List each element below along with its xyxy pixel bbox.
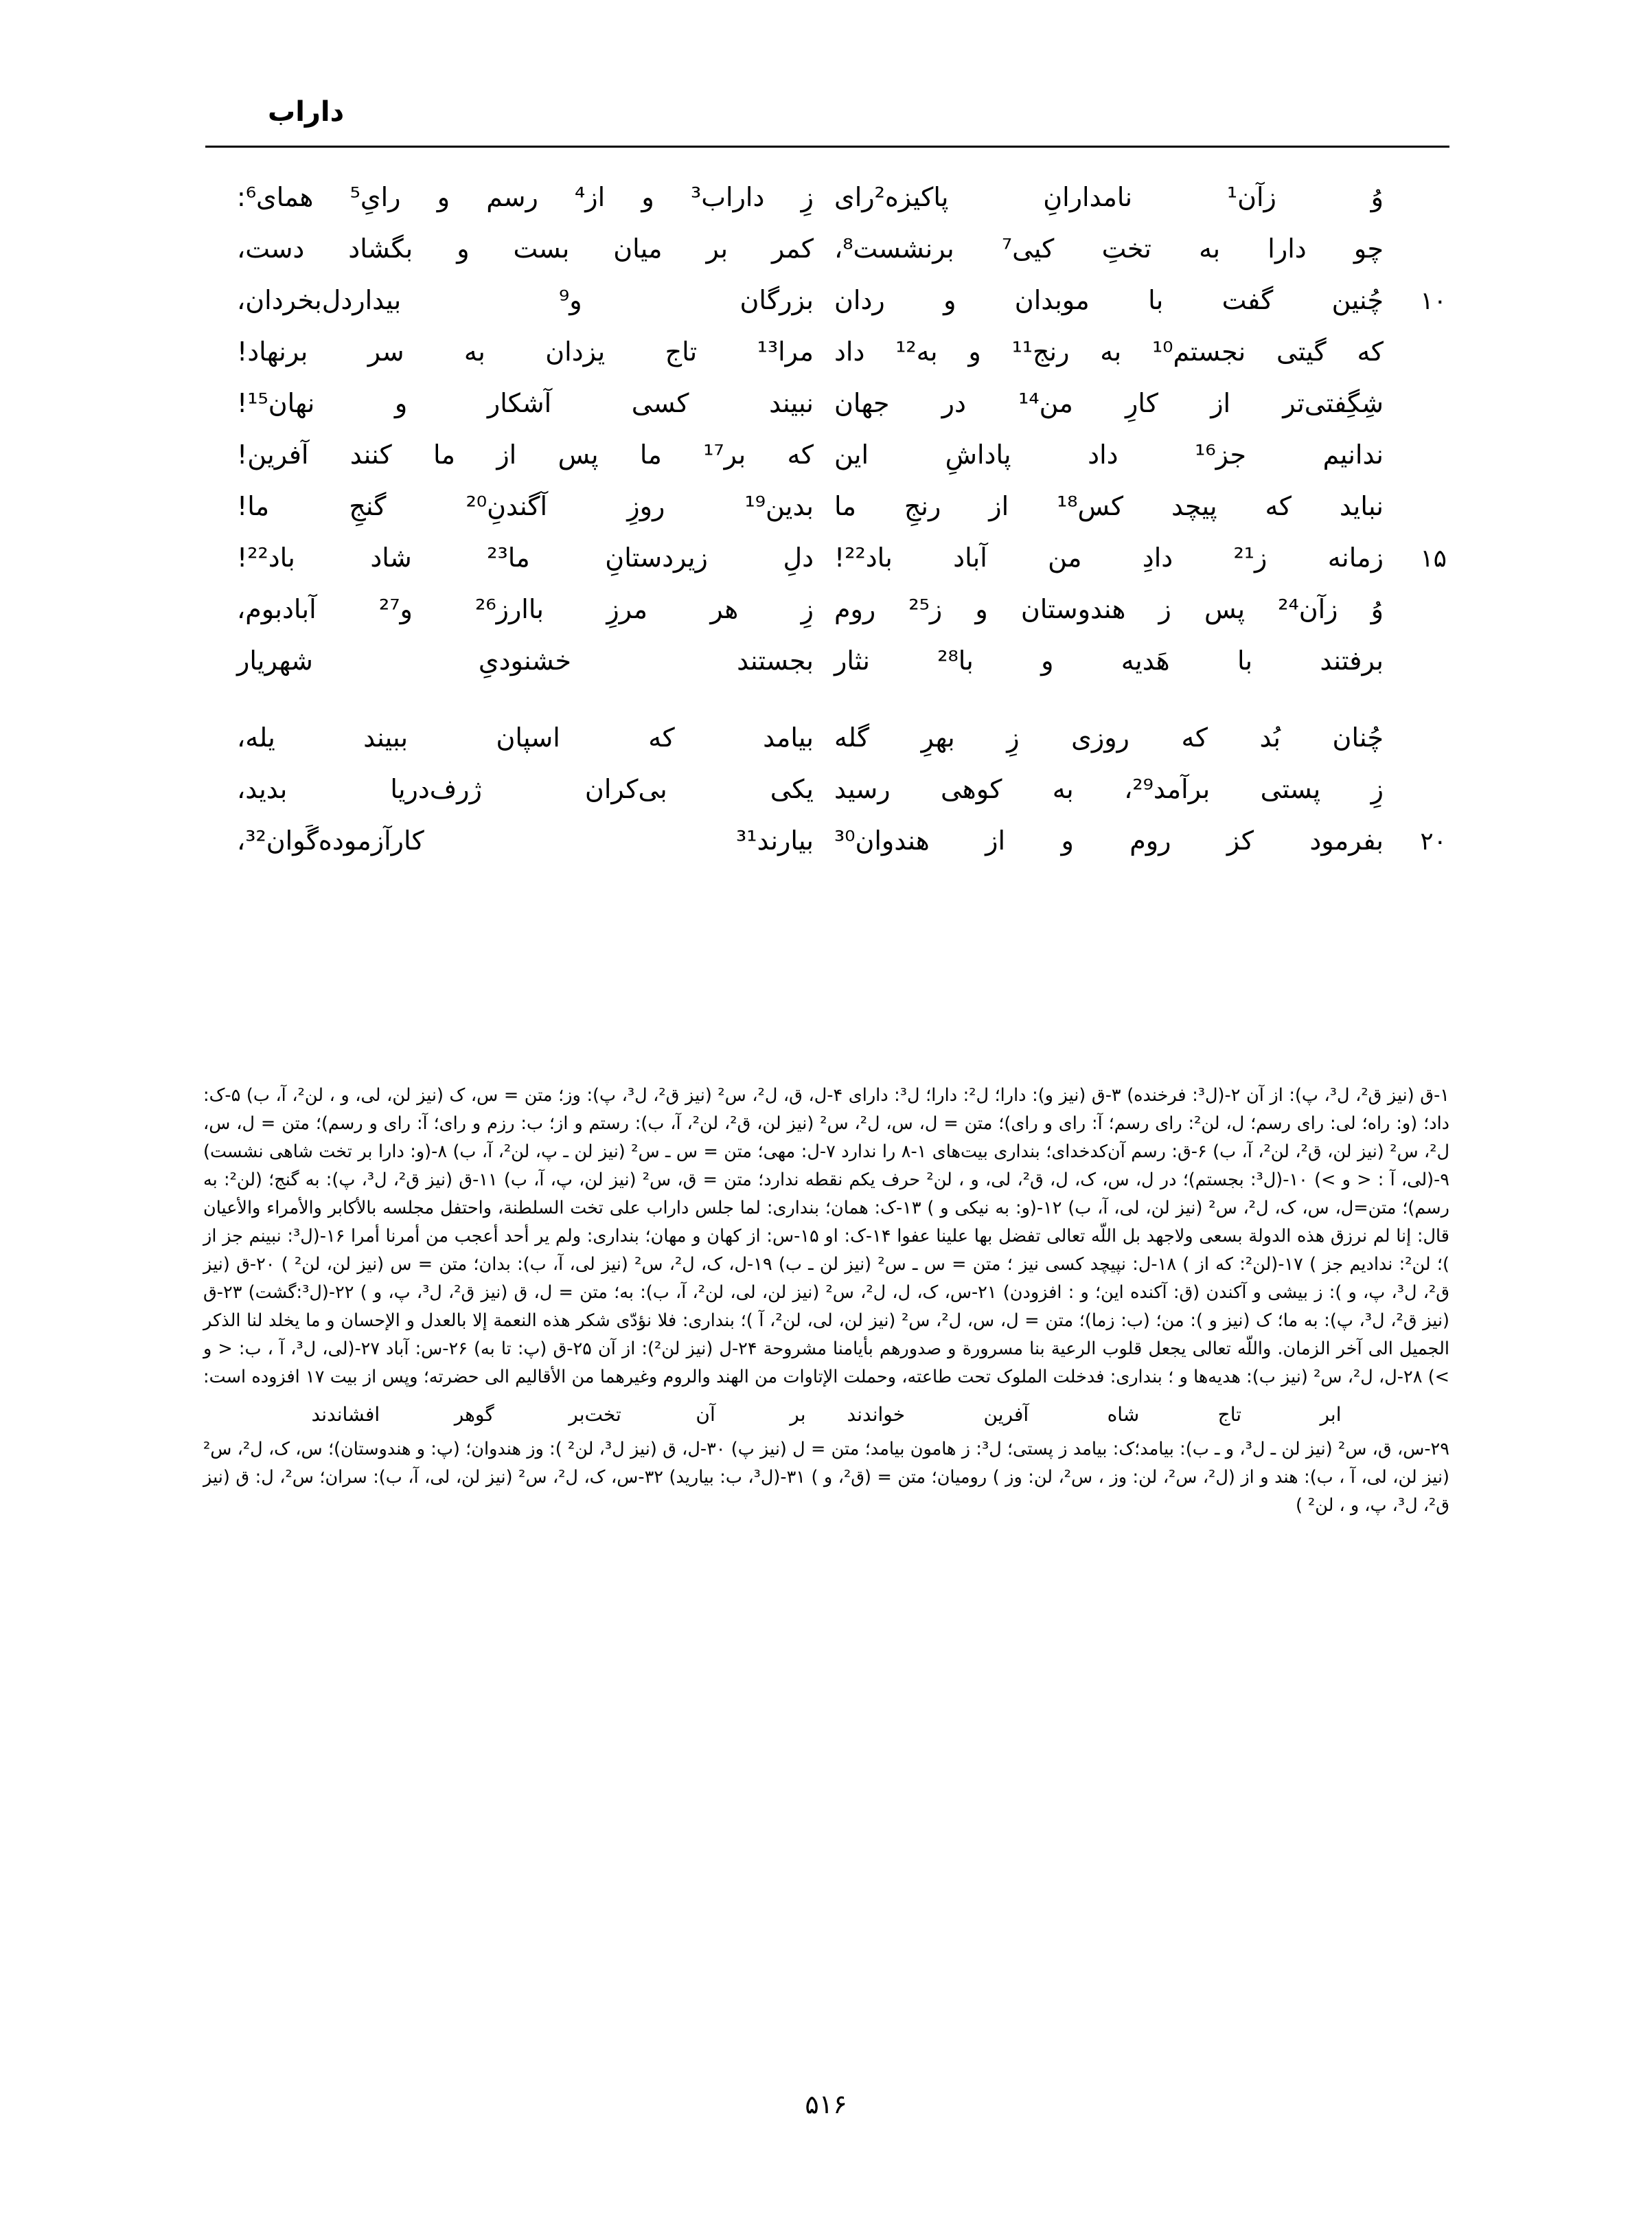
verse-line-number: ۱۰: [1420, 287, 1447, 315]
hemistich-left: بزرگان و⁹ بیداردل‌بخردان،: [237, 285, 814, 315]
inset-hemistich-right: ابر تاج شاه آفرین خواندند: [847, 1402, 1342, 1426]
verse-block: [205, 180, 1449, 875]
hemistich-right: بفرمود کز روم و از هندوان³⁰: [834, 825, 1384, 856]
hemistich-left: بدین¹⁹ روزِ آگندنِ²⁰ گنجِ ما!: [237, 491, 814, 521]
hemistich-left: مرا¹³ تاج یزدان به سر برنهاد!: [237, 337, 814, 367]
hemistich-left: یکی بی‌کران ژرف‌دریا بدید،: [237, 774, 814, 804]
hemistich-right: زِ پستی برآمد²⁹، به کوهی رسید: [834, 774, 1384, 804]
bayt-row: [205, 823, 1449, 866]
hemistich-left: بجستند خشنودیِ شهریار: [237, 646, 814, 676]
bayt-row: [205, 386, 1449, 429]
running-head: [199, 96, 1453, 128]
bayt-row: [205, 540, 1449, 583]
verse-line-number: ۲۰: [1420, 828, 1447, 856]
critical-apparatus: [203, 1082, 1449, 1520]
bayt-row: [205, 643, 1449, 686]
bayt-row: [205, 720, 1449, 763]
bayt-row: [205, 772, 1449, 815]
verse-line-number: [1384, 437, 1449, 442]
bayt-row: [205, 283, 1449, 326]
verse-line-number: [1384, 489, 1449, 493]
hemistich-right: وُ زآن²⁴ پس ز هندوستان و ز²⁵ روم: [834, 594, 1384, 624]
hemistich-right: چو دارا به تختِ کیی⁷ برنشست⁸،: [834, 234, 1384, 264]
hemistich-right: وُ زآن¹ نامدارانِ پاکیزه²رای: [834, 182, 1384, 212]
verse-line-number: [1384, 334, 1449, 339]
header-rule: [205, 146, 1449, 148]
apparatus-inset-bayt: [291, 1399, 1362, 1430]
folio-number: ۵۱۶: [805, 2089, 847, 2119]
bayt-row: [205, 180, 1449, 223]
apparatus-paragraph: ۱-ق (نیز ق²، ل³، پ): از آن ۲-(ل³: فرخنده) ۳-ق (نیز و): دارا؛ ل²: دارا؛ ل³: دارای ۴-ل، ق، ل²، س² (نیز ق²، ل³، پ): وز؛ متن = س، ک (نیز لن، لی، و ، لن²، آ، ب) ۵-ک: داد؛ (و: راه؛ لی: رای رسم؛ ل، لن²: رای رسم؛ آ: رای و رای)؛ متن = ل، س، ل²، س² (نیز لن، ق²، لن²، آ، ب): رستم و از؛ ب: رزم و رای؛ آ: رای و رسم)؛ متن = ل، س، ل²، س² (نیز لن، ق²، لن²، آ، ب) ۶-ق: رسم آن‌کدخدای؛ بنداری بیت‌های ۱-۸ را ندارد ۷-ل: مهی؛ متن = س ـ س² (نیز لن ـ پ، لن²، آ، ب) ۸-(و: دارا بر تخت شاهی نشست) ۹-(لی، آ : < و >) ۱۰-(ل³: بجستم)؛ در ل، س، ک، ل، ق²، لی، و ، لن² حرف یکم نقطه ندارد؛ متن = ق، س² (نیز لن، پ، آ، ب) ۱۱-ق (نیز ق²، ل³، پ): به گنج؛ (لن²: به رسم)؛ متن=ل، س، ک، ل²، س² (نیز لن، لی، آ، ب) ۱۲-(و: به نیکی و ) ۱۳-ک: همان؛ بنداری: لما جلس داراب علی تخت السلطنة، واحتفل مجلسه بالأکابر والأمراء والأعیان قال: إنا لم نرزق هذه الدولة بسعی ولاجهد بل اللّه تعالی تفضل بها علینا عفوا ۱۴-ک: او ۱۵-س: از کهان و مهان؛ بنداری: ولم یر أحد أعجب من أمرنا أمرا ۱۶-(ل³: نبینم جز از )؛ لن²: ندادیم جز ) ۱۷-(لن²: که از ) ۱۸-ل: نپیچد کسی نیز ؛ متن = س ـ س² (نیز لن ـ ب) ۱۹-ل، ک، ل²، س² (نیز لی، آ، ب): بدان؛ متن = س (نیز لن، لن² ) ۲۰-ق (نیز ق²، ل³، پ، و ): ز بیشی و آکندن (ق: آکنده این؛ و : افزودن) ۲۱-س، ک، ل، ل²، س² (نیز لن، لی، لن²، آ، ب): به؛ متن = ل، ق (نیز ق²، ل³، پ، و ) ۲۲-(ل³:گشت) ۲۳-ق (نیز ق²، ل³، پ): به ما؛ ک (نیز و ): من؛ (ب: زما)؛ متن = ل، س، ل²، س² (نیز لن، لی، لن²، آ )؛ بنداری: فلا نؤدّی شکر هذه النعمة إلا بالعدل و الإحسان و ما یخلد لنا الذکر الجمیل الی آخر الزمان. واللّه تعالی یجعل قلوب الرعیة بنا مسرورة و صدورهم بأیامنا مشروحة ۲۴-ل (نیز لن²): از آن ۲۵-ق (پ: تا به) ۲۶-س: آباد ۲۷-(لی، ل³، آ ، ب: < و >) ۲۸-ل، ل²، س² (نیز ب): هدیه‌ها و ؛ بنداری: فدخلت الملوک تحت طاعته، وحملت الإتاوات من الهند والروم وغیرهما من الأقالیم الی حضرته؛ وپس از بیت ۱۷ افزوده است:: [203, 1085, 1450, 1388]
apparatus-paragraph: ۲۹-س، ق، س² (نیز لن ـ ل³، و ـ ب): بیامد؛ک: بیامد ز پستی؛ ل³: ز هامون بیامد؛ متن = ل (نیز پ) ۳۰-ل، ق (نیز ل³، لن² ): وز هندوان؛ (پ: و هندوستان)؛ س، ک، ل²، س² (نیز لن، لی، آ ، ب): هند و از (ل²، س²، لن: وز ، س²، لن: وز ) رومیان؛ متن = (ق²، و ) ۳۱-(ل³، ب: بیارید) ۳۲-س، ک، ل²، س² (نیز لن، لی، آ، ب): سران؛ س²، ل: ق (نیز ق²، ل³، پ، و ، لن² ): [203, 1438, 1449, 1516]
hemistich-left: زِ داراب³ و از⁴ رسم و رایِ⁵ همای⁶:: [237, 182, 814, 212]
verse-line-number: [1384, 386, 1449, 390]
hemistich-right: که گیتی نجستم¹⁰ به رنج¹¹ و به¹² داد: [834, 337, 1384, 367]
hemistich-right: شِگِفتی‌تر از کارِ من¹⁴ در جهان: [834, 388, 1384, 418]
verse-line-number: [1384, 592, 1449, 596]
bayt-row: [205, 231, 1449, 274]
hemistich-left: بیارند³¹ کارآزموده‌گَوان³²،: [237, 825, 814, 856]
hemistich-right: برفتند با هَدیه و با²⁸ نثار: [834, 646, 1384, 676]
running-head-title: داراب: [268, 96, 345, 128]
verse-line-number: [1384, 720, 1449, 725]
hemistich-left: دلِ زیردستانِ ما²³ شاد باد²²!: [237, 543, 814, 573]
hemistich-right: نباید که پیچد کس¹⁸ از رنجِ ما: [834, 491, 1384, 521]
bayt-row: [205, 437, 1449, 480]
inset-hemistich-left: بر آن تخت‌بر گوهر افشاندند: [311, 1402, 806, 1426]
verse-line-number: [1384, 772, 1449, 776]
hemistich-right: زمانه ز²¹ دادِ من آباد باد²²!: [834, 543, 1384, 573]
bayt-row: [205, 334, 1449, 377]
hemistich-left: کمر بر میان بست و بگشاد دست،: [237, 234, 814, 264]
verse-line-number: [1384, 231, 1449, 236]
bayt-row: [205, 489, 1449, 532]
hemistich-left: که بر¹⁷ ما پس از ما کنند آفرین!: [237, 440, 814, 470]
verse-line-number: [1384, 180, 1449, 184]
hemistich-left: زِ هر مرزِ باارز²⁶ و²⁷ آبادبوم،: [237, 594, 814, 624]
hemistich-right: چُنین گفت با موبدان و ردان: [834, 285, 1384, 315]
hemistich-left: نبیند کسی آشکار و نهان¹⁵!: [237, 388, 814, 418]
bayt-row: [205, 592, 1449, 635]
hemistich-right: ندانیم جز¹⁶ داد پاداشِ این: [834, 440, 1384, 470]
verse-line-number: ۱۵: [1420, 545, 1447, 573]
verse-line-number: [1384, 643, 1449, 648]
hemistich-left: بیامد که اسپان ببیند یله،: [237, 722, 814, 753]
hemistich-right: چُنان بُد که روزی زِ بهرِ گله: [834, 722, 1384, 753]
